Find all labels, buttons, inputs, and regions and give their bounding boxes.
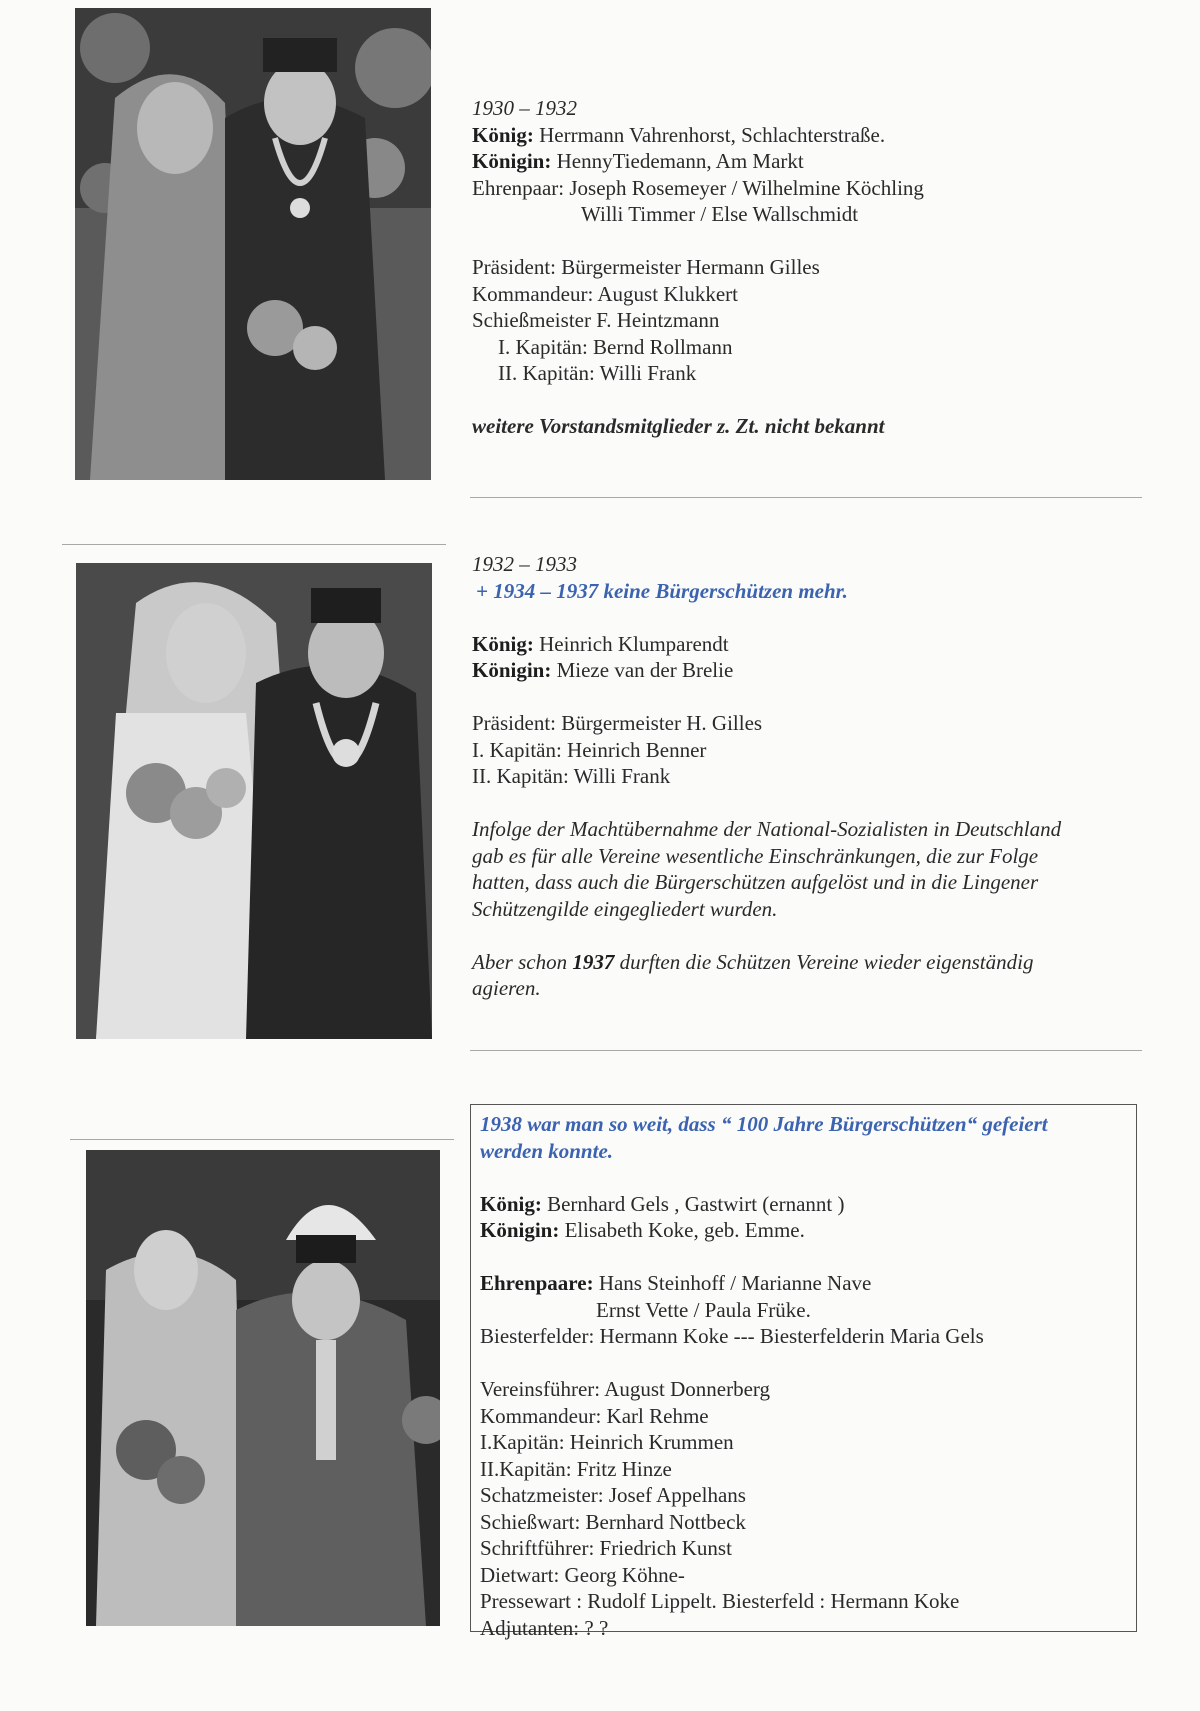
- dietwart-line: Dietwart: Georg Köhne-: [480, 1562, 685, 1587]
- photo-royal-couple-1930: [75, 8, 431, 480]
- divider-photo-2-top: [62, 544, 446, 545]
- koenig-label: König:: [472, 631, 534, 656]
- kapitaen-1-line: I.Kapitän: Heinrich Krummen: [480, 1430, 734, 1454]
- koenig-value: Heinrich Klumparendt: [539, 631, 729, 656]
- section-1930-1932: [472, 95, 924, 440]
- koenig-label: König:: [480, 1191, 542, 1216]
- subtitle-no-buergerschuetzen: + 1934 – 1937 keine Bürgerschützen mehr.: [476, 578, 848, 603]
- koenigin-value: Mieze van der Brelie: [556, 658, 734, 682]
- schriftfuehrer-line: Schriftführer: Friedrich Kunst: [480, 1536, 732, 1560]
- koenigin-label: Königin:: [472, 149, 552, 173]
- kapitaen-1-line: I. Kapitän: Heinrich Benner: [472, 737, 707, 762]
- schatzmeister-line: Schatzmeister: Josef Appelhans: [480, 1483, 746, 1507]
- ehrenpaar-line-2: Willi Timmer / Else Wallschmidt: [581, 202, 859, 226]
- vereinsfuehrer-line: Vereinsführer: August Donnerberg: [480, 1377, 771, 1401]
- koenigin-value: Elisabeth Koke, geb. Emme.: [564, 1218, 805, 1242]
- paragraph-1-line-4: Schützengilde eingegliedert wurden.: [472, 896, 778, 921]
- headline-line-1: 1938 war man so weit, dass “ 100 Jahre Bürgerschützen“ gefeiert: [480, 1112, 1048, 1136]
- kommandeur-line: Kommandeur: August Klukkert: [472, 281, 738, 306]
- koenigin-label: Königin:: [472, 658, 552, 682]
- divider-2: [470, 1050, 1142, 1051]
- years-heading: 1930 – 1932: [472, 96, 577, 120]
- kapitaen-2-line: II. Kapitän: Willi Frank: [472, 764, 671, 788]
- kapitaen-2-line: II.Kapitän: Fritz Hinze: [480, 1456, 672, 1481]
- paragraph-2-line-1: Aber schon 1937 durften die Schützen Vereine wieder eigenständig: [472, 949, 1034, 974]
- koenigin-value: HennyTiedemann, Am Markt: [556, 149, 804, 173]
- note-line: weitere Vorstandsmitglieder z. Zt. nicht bekannt: [472, 414, 885, 438]
- kommandeur-line: Kommandeur: Karl Rehme: [480, 1403, 709, 1428]
- praesident-line: Präsident: Bürgermeister H. Gilles: [472, 711, 763, 735]
- koenigin-label: Königin:: [480, 1218, 560, 1242]
- koenig-value: Bernhard Gels , Gastwirt (ernannt ): [547, 1191, 845, 1216]
- photo-royal-couple-1938: [86, 1150, 440, 1626]
- koenig-value: Herrmann Vahrenhorst, Schlachterstraße.: [539, 122, 886, 147]
- kapitaen-1-line: I. Kapitän: Bernd Rollmann: [498, 334, 733, 359]
- divider-1: [470, 497, 1142, 498]
- photo-royal-couple-1932: [76, 563, 432, 1039]
- paragraph-1-line-2: gab es für alle Vereine wesentliche Einschränkungen, die zur Folge: [472, 843, 1039, 868]
- ehrenpaare-label: Ehrenpaare:: [480, 1271, 594, 1295]
- praesident-line: Präsident: Bürgermeister Hermann Gilles: [472, 255, 820, 279]
- section-1932-1933: [472, 551, 1061, 1002]
- biesterfelder-line: Biesterfelder: Hermann Koke --- Biesterfelderin Maria Gels: [480, 1324, 984, 1348]
- schiesswart-line: Schießwart: Bernhard Nottbeck: [480, 1509, 746, 1534]
- paragraph-1-line-1: Infolge der Machtübernahme der National-Sozialisten in Deutschland: [472, 817, 1062, 841]
- year-1937: 1937: [572, 949, 615, 974]
- paragraph-1-line-3: hatten, dass auch die Bürgerschützen aufgelöst und in die Lingener: [472, 870, 1039, 894]
- kapitaen-2-line: II. Kapitän: Willi Frank: [498, 361, 697, 385]
- schiessmeister-line: Schießmeister F. Heintzmann: [472, 308, 720, 332]
- divider-photo-3-top: [70, 1139, 454, 1140]
- years-heading: 1932 – 1933: [472, 552, 577, 576]
- ehrenpaare-line-2: Ernst Vette / Paula Früke.: [596, 1297, 811, 1322]
- ehrenpaare-value: Hans Steinhoff / Marianne Nave: [598, 1271, 872, 1295]
- koenig-label: König:: [472, 122, 534, 147]
- section-1938: [480, 1111, 1048, 1641]
- ehrenpaar-line-1: Ehrenpaar: Joseph Rosemeyer / Wilhelmine Köchling: [472, 175, 924, 200]
- paragraph-2-line-2: agieren.: [472, 976, 541, 1000]
- adjutanten-line: Adjutanten: ? ?: [480, 1615, 609, 1640]
- headline-line-2: werden konnte.: [480, 1138, 614, 1163]
- pressewart-line: Pressewart : Rudolf Lippelt. Biesterfeld : Hermann Koke: [480, 1589, 960, 1613]
